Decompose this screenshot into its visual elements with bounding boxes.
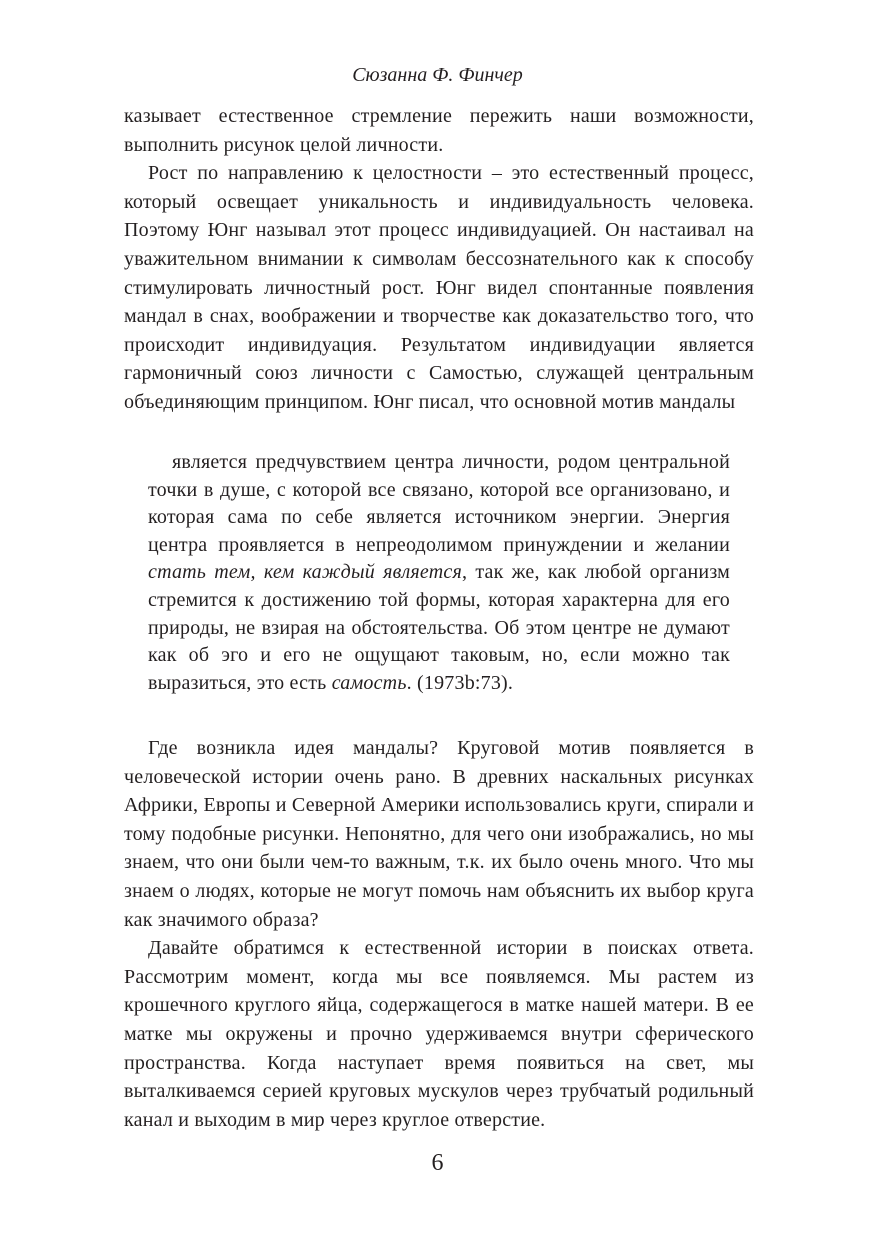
paragraph-continuation: казывает естественное стремление пережить наши возможности, выполнить рисунок целой личности. bbox=[124, 105, 754, 156]
paragraph-mandala-origin: Где возникла идея мандалы? Круговой мотив появляется в человеческой истории очень рано. В древних наскальных рисунках Африки, Европы и Северной Америки использовались круги, спирали и тому подобные рисунки. Непонятно, для чего они изображались, но мы знаем, что они были чем-то важным, т.к. их было очень много. Что мы знаем о людях, которые не могут помочь нам объяснить их выбор круга как значимого образа? bbox=[124, 737, 754, 931]
paragraph-individuation: Рост по направлению к целостности – это естественный процесс, который освещает уникальность и индивидуальность человека. Поэтому Юнг называл этот процесс индивидуацией. Он настаивал на уважительном внимании к символам бессознательного как к способу стимулировать личностный рост. Юнг видел спонтанные появления мандал в снах, воображении и творчестве как доказательство того, что происходит индивидуация. Результатом индивидуации является гармоничный союз личности с Самостью, служащей центральным объединяющим принципом. Юнг писал, что основной мотив мандалы bbox=[124, 162, 754, 413]
block-quote bbox=[148, 449, 730, 697]
page-number: 6 bbox=[431, 1150, 444, 1176]
quote-italic-1: стать тем, кем каждый является bbox=[148, 561, 462, 584]
quote-paragraph bbox=[148, 449, 730, 697]
paragraph-natural-history: Давайте обратимся к естественной истории в поисках ответа. Рассмотрим момент, когда мы все появляемся. Мы растем из крошечного круглого яйца, содержащегося в матке нашей матери. В ее матке мы окружены и прочно удерживаемся внутри сферического пространства. Когда наступает время появиться на свет, мы выталкиваемся серией круговых мускулов через трубчатый родильный канал и выходим в мир через круглое отверстие. bbox=[124, 937, 754, 1131]
quote-italic-2: самость bbox=[331, 671, 407, 694]
quote-citation: . (1973b:73). bbox=[406, 671, 514, 694]
running-header: Сюзанна Ф. Финчер bbox=[352, 64, 523, 86]
text-block-bottom bbox=[124, 734, 754, 1134]
quote-text-2: , так же, как любой организм стремится к достижению той формы, которая характерна для его природы, не взирая на обстоятельства. Об этом центре не думают как об эго и его не ощущают таковым, но, если можно так выразиться, это есть bbox=[148, 561, 731, 694]
quote-text-1: является предчувствием центра личности, родом центральной точки в душе, с которой все связано, которой все организовано, и которая сама по себе является источником энергии. Энергия центра проявляется в непреодолимом принуждении и желании bbox=[148, 451, 730, 556]
text-block-top bbox=[124, 102, 754, 417]
